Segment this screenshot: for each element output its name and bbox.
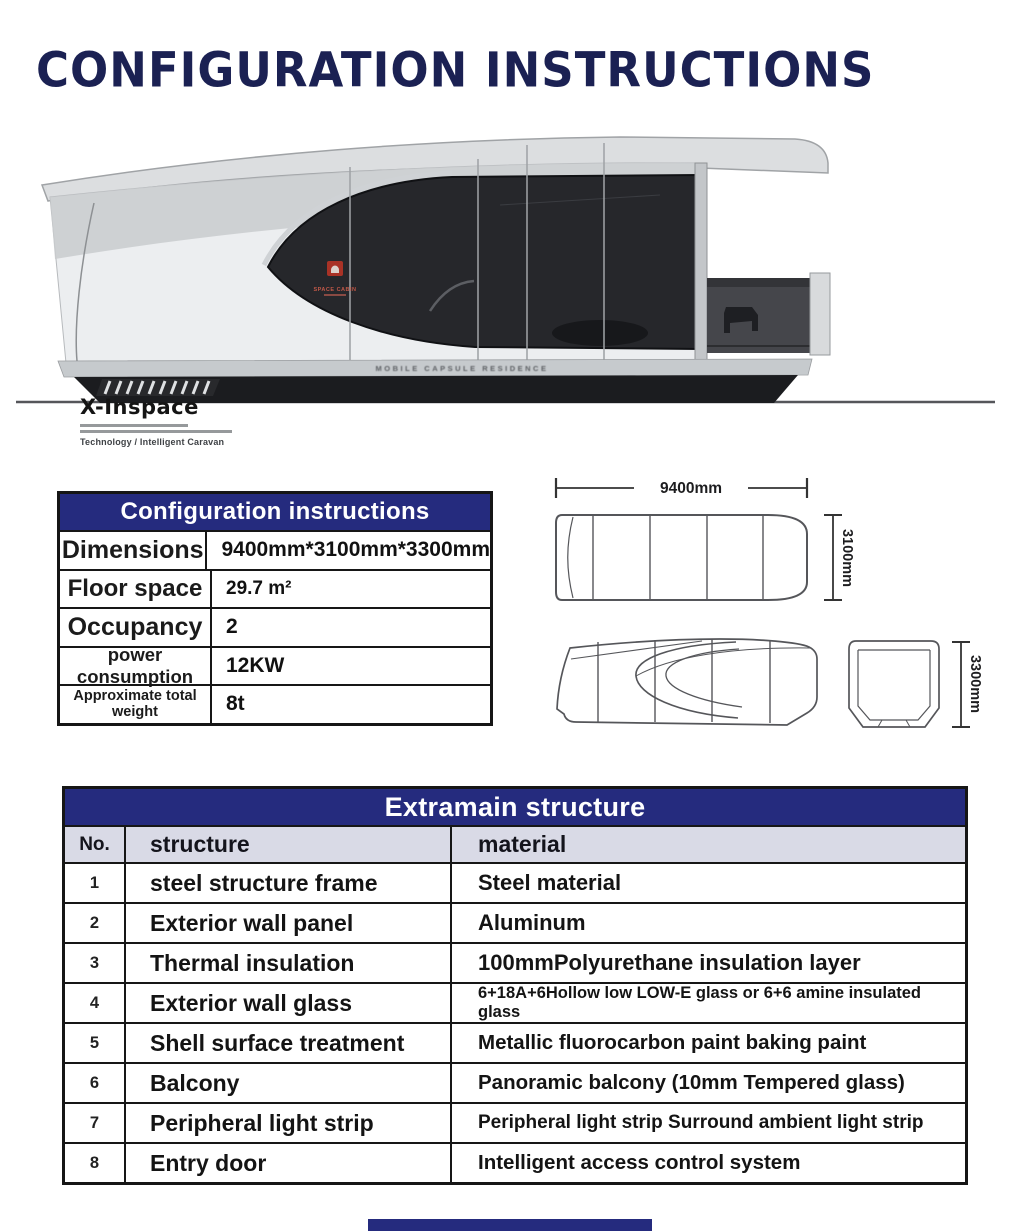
side-view-roof-accent: [571, 641, 702, 659]
column-header-material: material: [478, 831, 567, 857]
table-row: [60, 530, 490, 569]
cropped-next-section-header: [368, 1219, 652, 1231]
row-number: 5: [65, 1024, 126, 1062]
spec-label: Dimensions: [60, 532, 207, 569]
row-number: 4: [65, 984, 126, 1022]
row-number: 2: [65, 904, 126, 942]
row-number: 6: [65, 1064, 126, 1102]
material-cell: 6+18A+6Hollow low LOW-E glass or 6+6 amine insulated glass: [478, 984, 922, 1021]
technical-drawings: [540, 470, 1010, 770]
end-view-outline: [849, 641, 939, 727]
brand-name: X-Inspace: [80, 395, 199, 419]
material-cell: Panoramic balcony (10mm Tempered glass): [478, 1071, 905, 1094]
brand-fineprint-line: [80, 424, 188, 427]
badge-subline: [324, 294, 346, 296]
row-number: 1: [65, 864, 126, 902]
table-row: [65, 862, 965, 902]
length-dim-label: 9400mm: [659, 480, 723, 497]
spec-value: 29.7 m²: [226, 577, 292, 599]
balcony-shadow: [707, 278, 812, 287]
table-row: [60, 607, 490, 646]
row-number: 7: [65, 1104, 126, 1142]
spec-value: 2: [226, 615, 238, 639]
top-view-left-cap: [568, 517, 573, 598]
brand-fineprint-line: [80, 430, 232, 433]
cabin-illustration: [0, 115, 1024, 415]
top-view-drawing: [556, 475, 855, 600]
table-row: [60, 643, 490, 687]
material-cell: Aluminum: [478, 910, 586, 935]
structure-cell: Entry door: [126, 1144, 452, 1182]
spec-value: 8t: [226, 692, 245, 716]
column-header-no: No.: [65, 827, 126, 862]
strip-label: MOBILE CAPSULE RESIDENCE: [375, 364, 549, 373]
side-view-window-inner: [666, 649, 742, 707]
spec-table: [57, 491, 493, 726]
structure-cell: Exterior wall glass: [126, 984, 452, 1022]
structure-cell: steel structure frame: [126, 864, 452, 902]
brand-tagline: Technology / Intelligent Caravan: [80, 437, 225, 447]
material-cell: Peripheral light strip Surround ambient light strip: [478, 1112, 924, 1133]
width-dim-label: 3100mm: [839, 528, 855, 588]
badge-label: SPACE CABIN: [313, 287, 357, 293]
brand-block: [80, 396, 310, 447]
table-row: [65, 1022, 965, 1062]
side-view-window-outer: [636, 642, 738, 718]
spec-label: Occupancy: [60, 609, 212, 646]
spec-label: Floor space: [60, 571, 212, 608]
structure-cell: Exterior wall panel: [126, 904, 452, 942]
end-view-drawing: [849, 641, 983, 727]
side-view-outline: [557, 639, 817, 725]
balcony-right-wall: [810, 273, 830, 355]
column-header-structure: structure: [126, 827, 452, 862]
top-view-seams: [593, 515, 763, 600]
row-number: 3: [65, 944, 126, 982]
structure-cell: Peripheral light strip: [126, 1104, 452, 1142]
balcony-left-wall: [695, 163, 707, 373]
spec-value: 12KW: [226, 653, 285, 677]
page-title: CONFIGURATION INSTRUCTIONS: [36, 42, 875, 99]
table-row: [60, 569, 490, 608]
material-cell: Steel material: [478, 870, 622, 895]
table-row: [65, 1142, 965, 1182]
material-cell: Intelligent access control system: [478, 1151, 801, 1174]
structure-cell: Shell surface treatment: [126, 1024, 452, 1062]
spec-value: 9400mm*3100mm*3300mm: [221, 538, 490, 562]
spec-table-title: Configuration instructions: [60, 494, 490, 530]
end-view-notch: [878, 720, 910, 727]
table-row: [60, 684, 490, 723]
table-row: [65, 1062, 965, 1102]
structure-table-column-header: [65, 825, 965, 862]
spec-label: power consumption: [60, 648, 212, 685]
spec-label: Approximate total weight: [60, 686, 212, 723]
table-row: [65, 982, 965, 1022]
structure-table-title: Extramain structure: [65, 789, 965, 825]
table-row: [65, 1102, 965, 1142]
structure-cell: Balcony: [126, 1064, 452, 1102]
side-view-swoosh: [636, 648, 810, 676]
table-row: [65, 942, 965, 982]
table-row: [65, 902, 965, 942]
structure-table: [62, 786, 968, 1185]
material-cell: 100mmPolyurethane insulation layer: [478, 950, 861, 975]
material-cell: Metallic fluorocarbon paint baking paint: [478, 1031, 867, 1054]
product-hero: [0, 115, 1024, 447]
interior-sofa: [552, 320, 648, 346]
end-view-inner: [858, 650, 930, 720]
vent-grille: [96, 379, 220, 396]
structure-cell: Thermal insulation: [126, 944, 452, 982]
drawings-svg: [540, 470, 1010, 770]
balcony-recess: [707, 278, 812, 353]
side-view-drawing: [557, 639, 817, 725]
height-dim-label: 3300mm: [967, 654, 983, 714]
row-number: 8: [65, 1144, 126, 1182]
